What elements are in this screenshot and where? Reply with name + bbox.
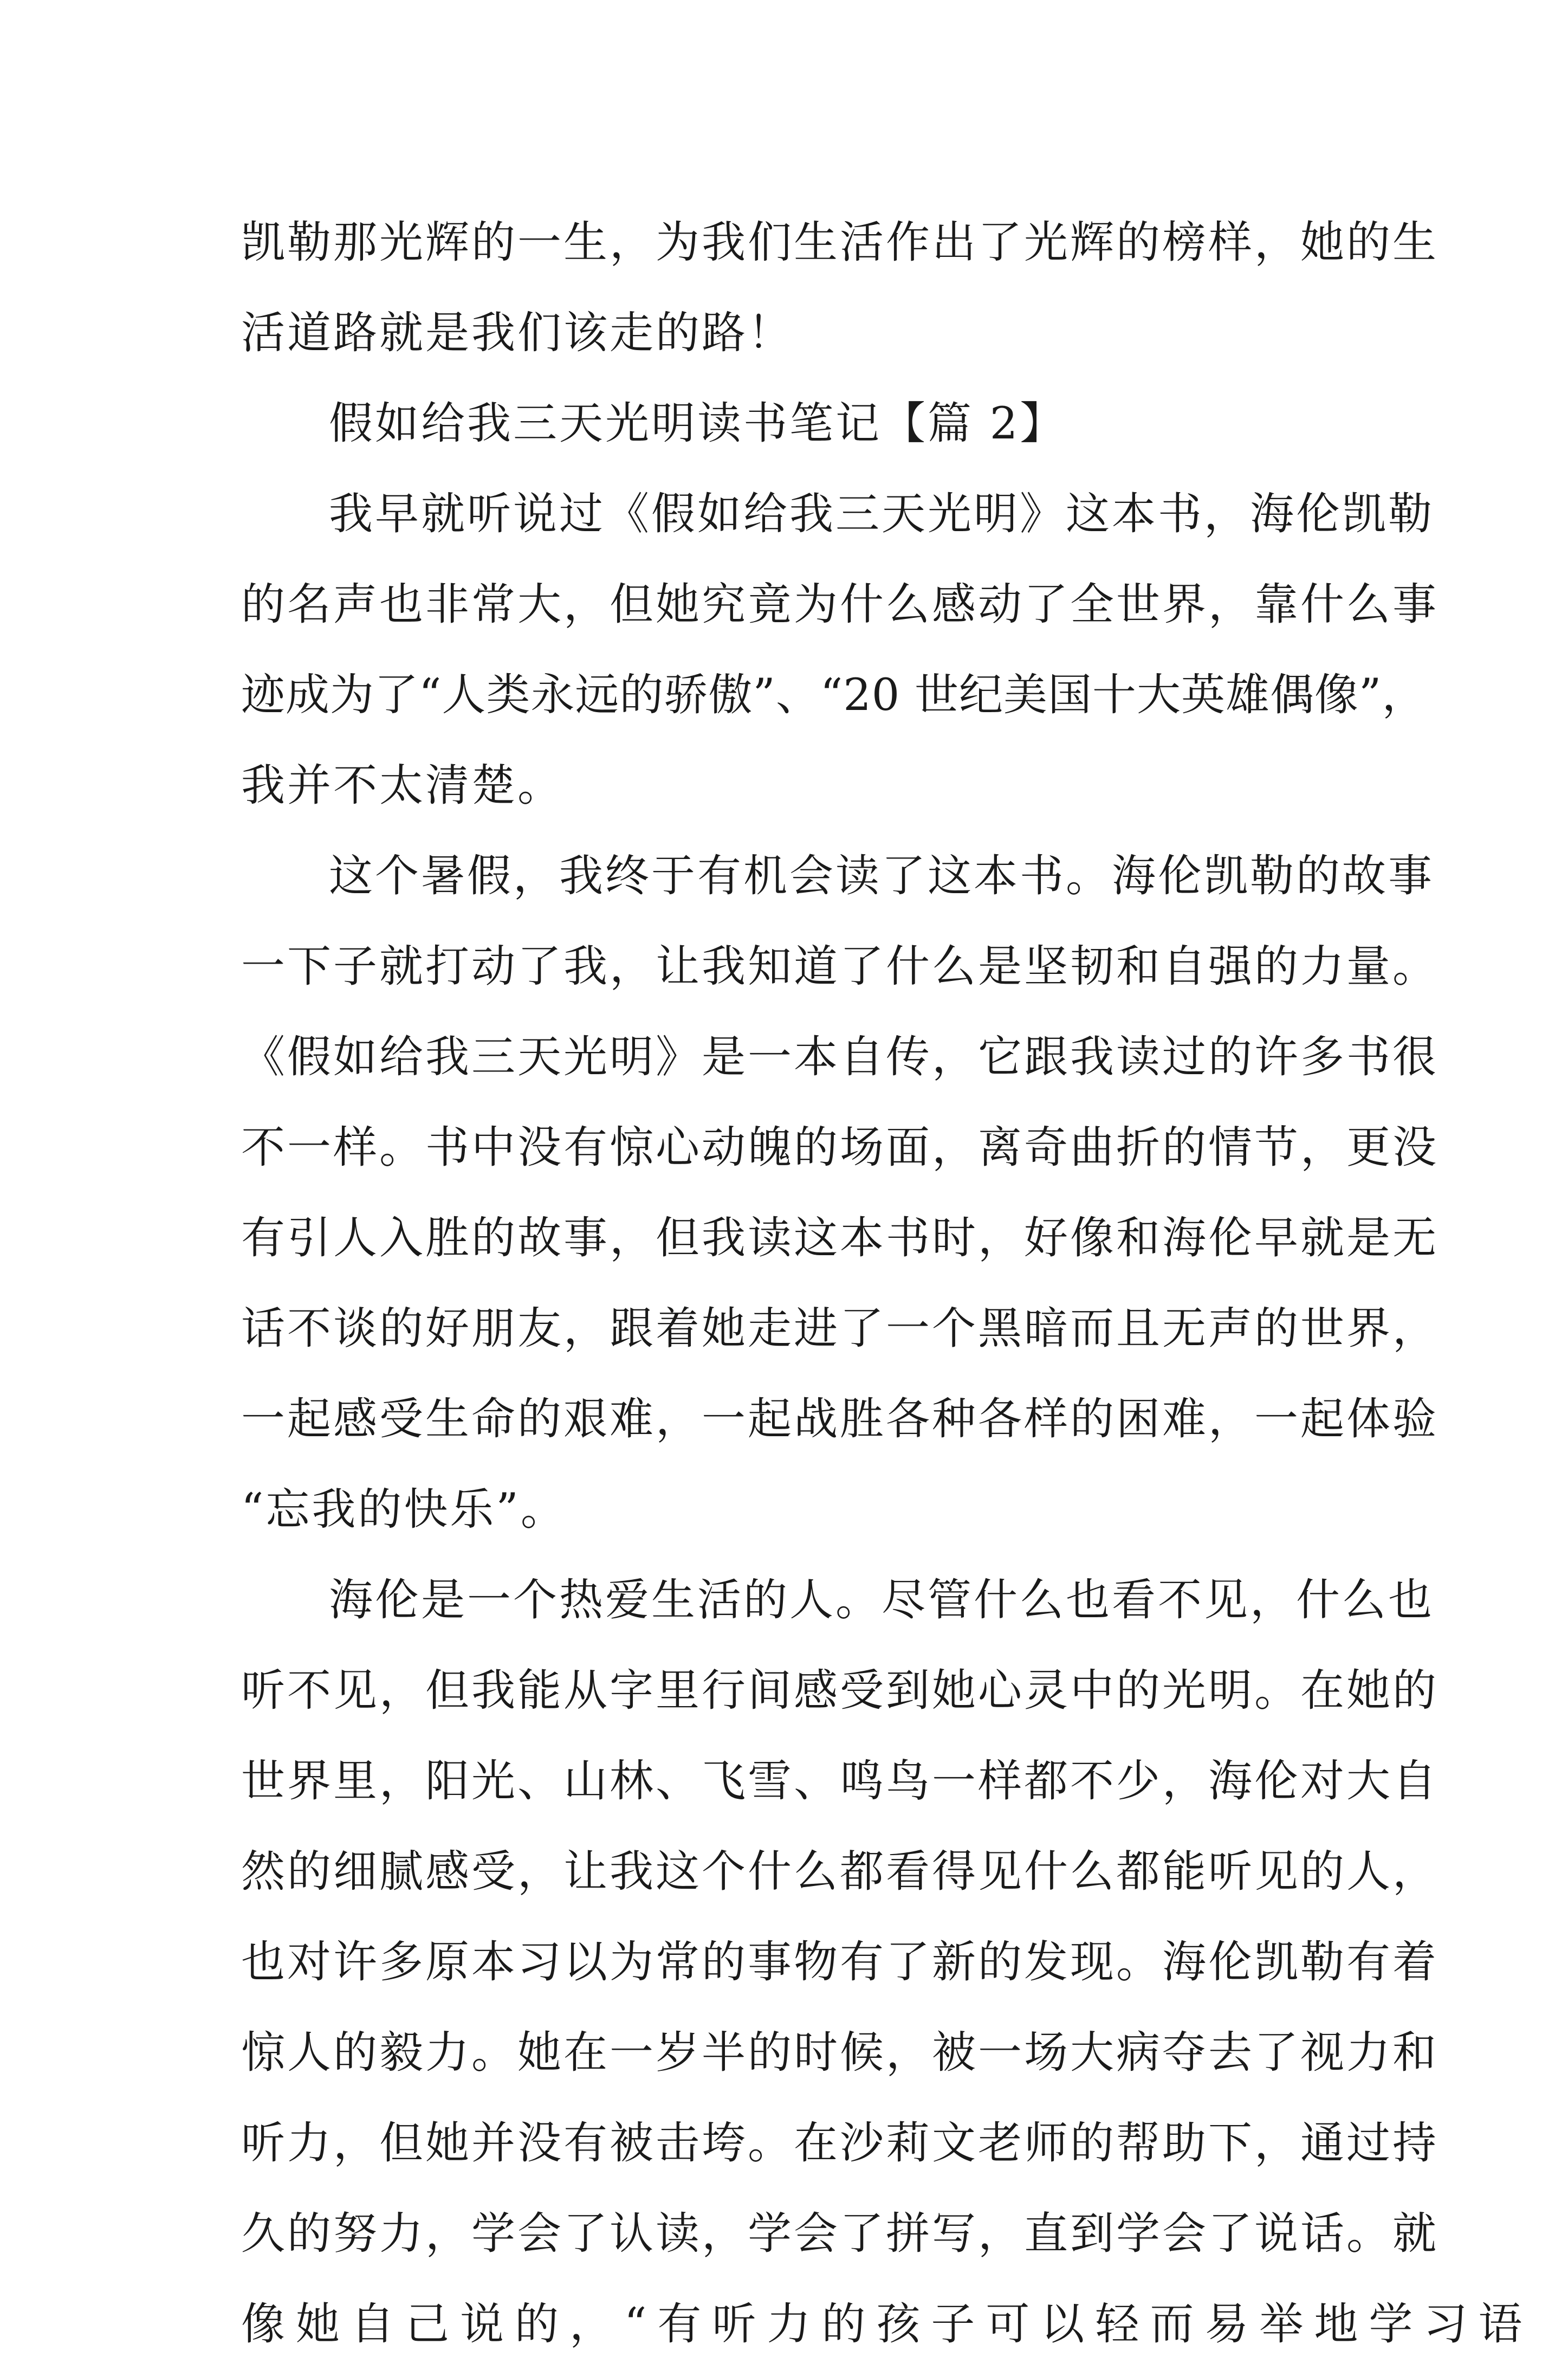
text-line: 有引人入胜的故事，但我读这本书时，好像和海伦早就是无 bbox=[241, 1213, 1439, 1264]
document-body bbox=[241, 198, 1533, 2370]
text-line: 活道路就是我们该走的路！ bbox=[241, 308, 794, 359]
text-line: 我早就听说过《假如给我三天光明》这本书，海伦凯勒 bbox=[329, 489, 1435, 540]
text-line: 然的细腻感受，让我这个什么都看得见什么都能听见的人， bbox=[241, 1846, 1439, 1897]
text-line: 凯勒那光辉的一生，为我们生活作出了光辉的榜样，她的生 bbox=[241, 217, 1439, 268]
text-line: 世界里，阳光、山林、飞雪、鸣鸟一样都不少，海伦对大自 bbox=[241, 1756, 1439, 1807]
paragraph-2 bbox=[241, 831, 1439, 1555]
paragraph-1 bbox=[241, 469, 1439, 831]
text-line: 的名声也非常大，但她究竟为什么感动了全世界，靠什么事 bbox=[241, 579, 1439, 630]
text-line: 听不见，但我能从字里行间感受到她心灵中的光明。在她的 bbox=[241, 1665, 1439, 1716]
section-heading: 假如给我三天光明读书笔记【篇 2】 bbox=[329, 398, 1066, 449]
text-line: 惊人的毅力。她在一岁半的时候，被一场大病夺去了视力和 bbox=[241, 2027, 1439, 2078]
text-line: 听力，但她并没有被击垮。在沙莉文老师的帮助下，通过持 bbox=[241, 2118, 1439, 2169]
text-line: 我并不太清楚。 bbox=[241, 760, 564, 811]
text-line: “忘我的快乐”。 bbox=[241, 1484, 567, 1535]
text-line: 《假如给我三天光明》是一本自传，它跟我读过的许多书很 bbox=[241, 1032, 1439, 1083]
text-line: 一起感受生命的艰难，一起战胜各种各样的困难，一起体验 bbox=[241, 1394, 1439, 1445]
text-line: 也对许多原本习以为常的事物有了新的发现。海伦凯勒有着 bbox=[241, 1937, 1439, 1988]
text-line: 像她自己说的，“有听力的孩子可以轻而易举地学习语 bbox=[241, 2299, 1533, 2350]
text-line: 海伦是一个热爱生活的人。尽管什么也看不见，什么也 bbox=[329, 1575, 1435, 1626]
text-line: 话不谈的好朋友，跟着她走进了一个黑暗而且无声的世界， bbox=[241, 1303, 1439, 1354]
paragraph-3 bbox=[241, 1555, 1533, 2370]
text-line: 这个暑假，我终于有机会读了这本书。海伦凯勒的故事 bbox=[329, 851, 1435, 902]
text-line: 一下子就打动了我，让我知道了什么是坚韧和自强的力量。 bbox=[241, 941, 1439, 992]
text-line: 不一样。书中没有惊心动魄的场面，离奇曲折的情节，更没 bbox=[241, 1122, 1439, 1173]
text-line: 迹成为了“人类永远的骄傲”、“20 世纪美国十大英雄偶像”， bbox=[241, 670, 1427, 721]
continuation-paragraph bbox=[241, 198, 1439, 379]
text-line: 久的努力，学会了认读，学会了拼写，直到学会了说话。就 bbox=[241, 2208, 1439, 2259]
